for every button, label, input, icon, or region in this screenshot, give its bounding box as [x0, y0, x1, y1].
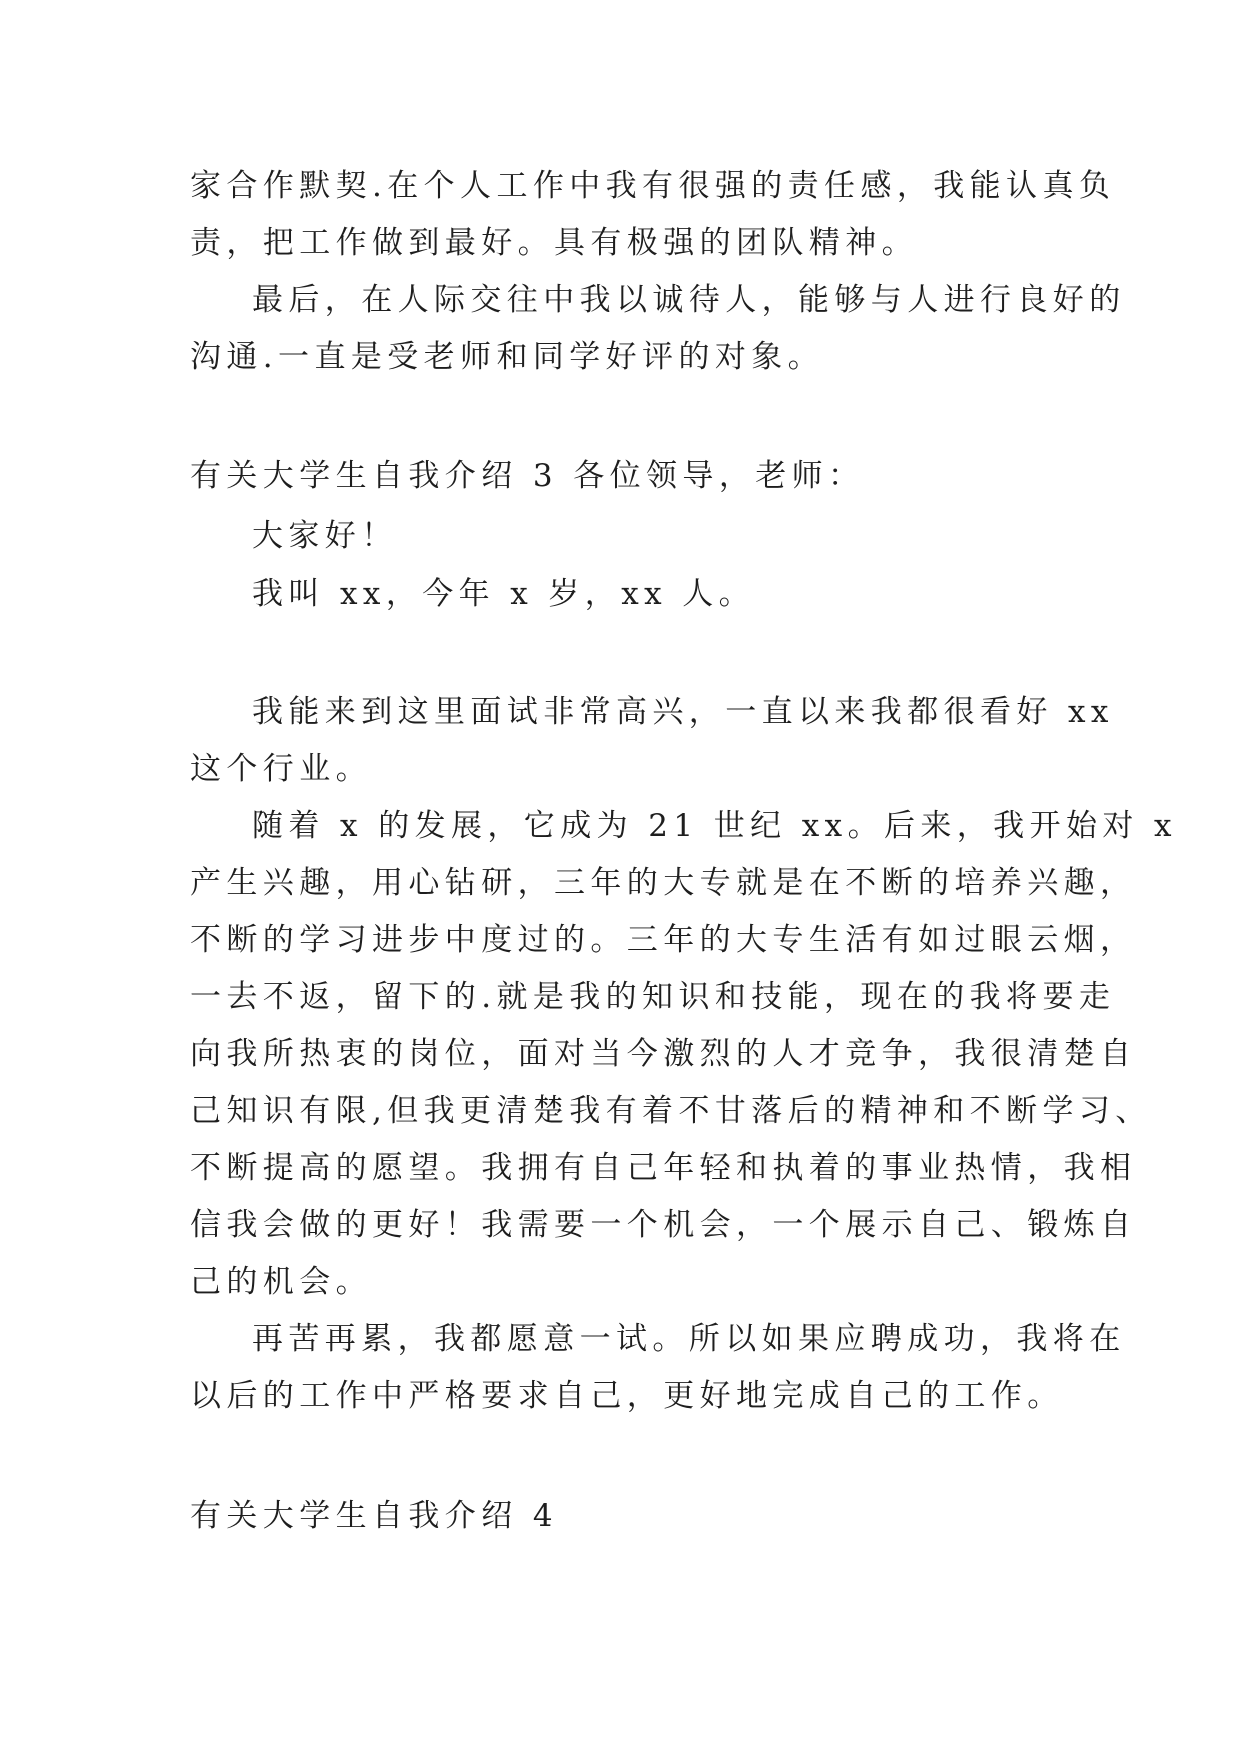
paragraph-line: 信我会做的更好！我需要一个机会，一个展示自己、锻炼自	[190, 1207, 1137, 1243]
paragraph-line: 己的机会。	[190, 1264, 372, 1300]
paragraph-line: 不断的学习进步中度过的。三年的大专生活有如过眼云烟，	[190, 922, 1137, 958]
paragraph-line: 向我所热衷的岗位，面对当今激烈的人才竞争，我很清楚自	[190, 1036, 1137, 1072]
paragraph-line: 这个行业。	[190, 751, 372, 787]
paragraph-line: 我能来到这里面试非常高兴，一直以来我都很看好 xx	[252, 694, 1114, 730]
paragraph-line: 随着 x 的发展，它成为 21 世纪 xx。后来，我开始对 x	[252, 808, 1177, 844]
paragraph-line: 一去不返，留下的.就是我的知识和技能，现在的我将要走	[190, 979, 1116, 1015]
paragraph-line: 己知识有限,但我更清楚我有着不甘落后的精神和不断学习、	[190, 1093, 1152, 1129]
section-heading: 有关大学生自我介绍 3 各位领导，老师：	[190, 458, 865, 494]
paragraph-line: 责，把工作做到最好。具有极强的团队精神。	[190, 225, 918, 261]
paragraph-line: 家合作默契.在个人工作中我有很强的责任感，我能认真负	[190, 168, 1116, 204]
paragraph-line: 不断提高的愿望。我拥有自己年轻和执着的事业热情，我相	[190, 1150, 1137, 1186]
paragraph-line: 我叫 xx，今年 x 岁，xx 人。	[252, 576, 756, 612]
paragraph-line: 最后，在人际交往中我以诚待人，能够与人进行良好的	[252, 282, 1126, 318]
paragraph-line: 大家好！	[252, 518, 398, 554]
section-heading: 有关大学生自我介绍 4	[190, 1498, 558, 1534]
paragraph-line: 产生兴趣，用心钻研，三年的大专就是在不断的培养兴趣，	[190, 865, 1137, 901]
paragraph-line: 再苦再累，我都愿意一试。所以如果应聘成功，我将在	[252, 1321, 1126, 1357]
paragraph-line: 以后的工作中严格要求自己，更好地完成自己的工作。	[190, 1378, 1064, 1414]
paragraph-line: 沟通.一直是受老师和同学好评的对象。	[190, 339, 825, 375]
